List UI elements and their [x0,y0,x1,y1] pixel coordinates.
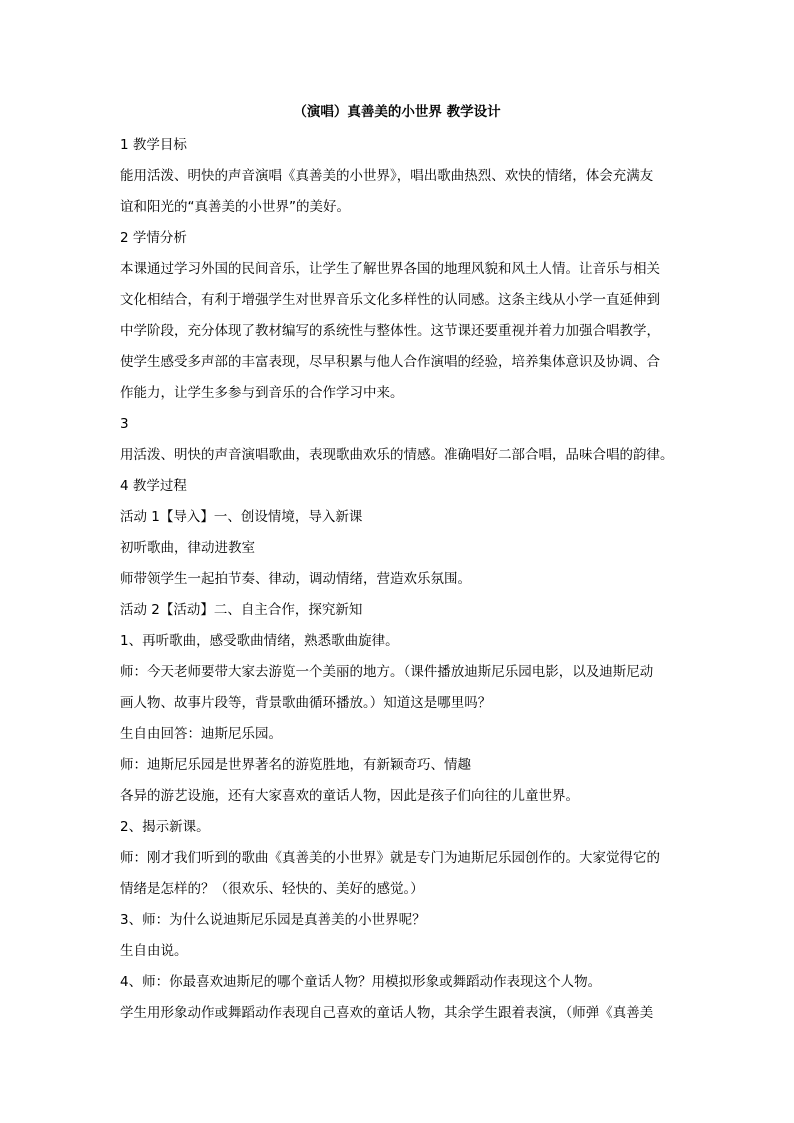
heading-student-analysis: 2 学情分析 [120,230,187,246]
paragraph-line: 能用活泼、明快的声音演唱《真善美的小世界》，唱出歌曲热烈、欢快的情绪，体会充满友 [120,168,654,184]
paragraph-line: 1、再听歌曲，感受歌曲情绪，熟悉歌曲旋律。 [120,633,399,649]
paragraph-line: 师：刚才我们听到的歌曲《真善美的小世界》就是专门为迪斯尼乐园创作的。大家觉得它的 [120,850,660,866]
paragraph-line: 情绪是怎样的？（很欢乐、轻快的、美好的感觉。） [120,881,424,897]
paragraph-line: 学生用形象动作或舞蹈动作表现自己喜欢的童话人物，其余学生跟着表演，（师弹《真善美 [120,1005,654,1021]
paragraph-line: 生自由说。 [120,943,188,959]
paragraph-line: 初听歌曲，律动进教室 [120,540,255,556]
paragraph-line: 本课通过学习外国的民间音乐，让学生了解世界各国的地理风貌和风土人情。让音乐与相关 [120,261,660,277]
paragraph-line: 谊和阳光的“真善美的小世界”的美好。 [120,199,350,215]
paragraph-line: 各异的游艺设施，还有大家喜欢的童话人物，因此是孩子们向往的儿童世界。 [120,788,579,804]
paragraph-line: 师带领学生一起拍节奏、律动，调动情绪，营造欢乐氛围。 [120,571,471,587]
activity-1-heading: 活动 1【导入】一、创设情境，导入新课 [120,509,363,525]
paragraph-line: 生自由回答：迪斯尼乐园。 [120,726,282,742]
paragraph-line: 师：今天老师要带大家去游览一个美丽的地方。（课件播放迪斯尼乐园电影，以及迪斯尼动 [120,664,654,680]
paragraph-line: 2、揭示新课。 [120,819,210,835]
page-title: （演唱）真善美的小世界 教学设计 [293,104,501,120]
paragraph-line: 师：迪斯尼乐园是世界著名的游览胜地，有新颖奇巧、情趣 [120,757,471,773]
heading-section-3: 3 [120,416,129,432]
paragraph-line: 用活泼、明快的声音演唱歌曲，表现歌曲欢乐的情感。准确唱好二部合唱，品味合唱的韵律。 [120,447,674,463]
paragraph-line: 4、师：你最喜欢迪斯尼的哪个童话人物？用模拟形象或舞蹈动作表现这个人物。 [120,974,602,990]
paragraph-line: 作能力，让学生多参与到音乐的合作学习中来。 [120,385,404,401]
paragraph-line: 画人物、故事片段等，背景歌曲循环播放。）知道这是哪里吗？ [120,695,492,711]
paragraph-line: 文化相结合，有利于增强学生对世界音乐文化多样性的认同感。这条主线从小学一直延伸到 [120,292,660,308]
heading-teaching-goals: 1 教学目标 [120,137,187,153]
heading-teaching-process: 4 教学过程 [120,478,187,494]
paragraph-line: 中学阶段，充分体现了教材编写的系统性与整体性。这节课还要重视并着力加强合唱教学， [120,323,660,339]
document-body [120,130,680,1029]
activity-2-heading: 活动 2【活动】二、自主合作，探究新知 [120,602,363,618]
paragraph-line: 3、师：为什么说迪斯尼乐园是真善美的小世界呢？ [120,912,426,928]
paragraph-line: 使学生感受多声部的丰富表现，尽早积累与他人合作演唱的经验，培养集体意识及协调、合 [120,354,660,370]
